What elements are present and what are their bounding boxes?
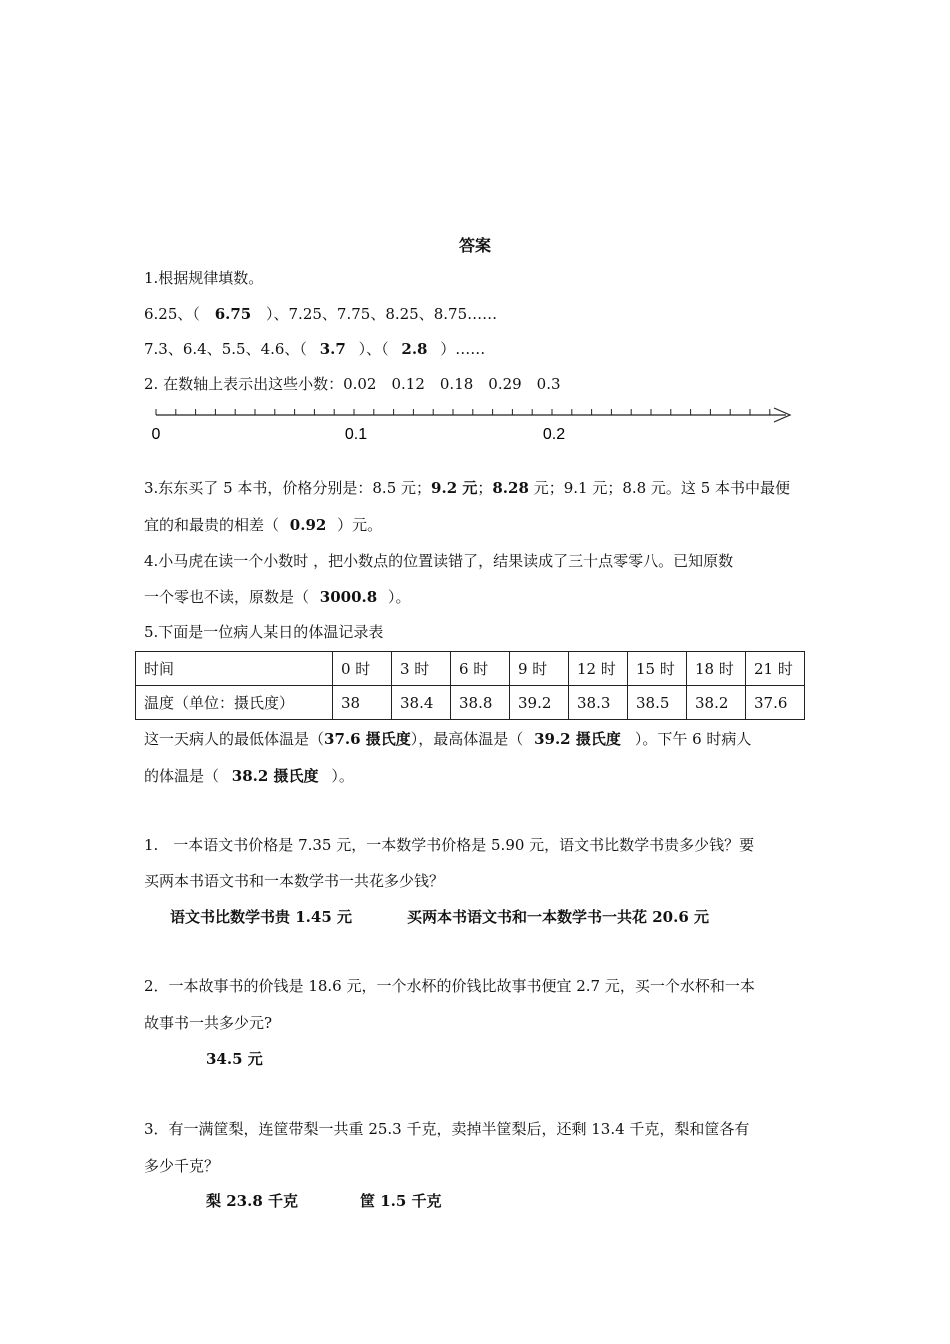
table-cell: 21 时 xyxy=(746,652,805,686)
q3-line2-a: 宜的和最贵的相差（ xyxy=(144,516,280,534)
table-cell: 38.5 xyxy=(628,686,687,720)
q3-answer-diff: 0.92 xyxy=(289,516,327,534)
number-line xyxy=(150,400,800,450)
problem-2-line1: 2．一本故事书的价钱是 18.6 元，一个水杯的价钱比故事书便宜 2.7 元，买一个水杯和一本 xyxy=(144,977,755,995)
q3-line2 xyxy=(144,514,382,535)
q1-row1 xyxy=(144,303,497,324)
q1-row2-e: ）…… xyxy=(440,340,486,358)
table-cell: 18 时 xyxy=(687,652,746,686)
problem-2-answer: 34.5 元 xyxy=(206,1050,263,1068)
q5-summary1 xyxy=(144,728,751,749)
problem-1-answer-a: 语文书比数学书贵 1.45 元 xyxy=(170,908,352,926)
q1-row2-a: 7.3、6.4、5.5、4.6、（ xyxy=(144,340,307,358)
table-cell: 温度（单位：摄氏度） xyxy=(136,686,333,720)
problem-3-answer-a: 梨 23.8 千克 xyxy=(206,1192,298,1210)
q5-summary1-a: 这一天病人的最低体温是（ xyxy=(144,730,325,748)
problem-3-answer-b: 筐 1.5 千克 xyxy=(360,1192,442,1210)
table-cell: 38 xyxy=(333,686,392,720)
q1-row2-answer-1: 3.7 xyxy=(319,340,346,358)
table-row-header xyxy=(136,652,805,686)
q4-answer: 3000.8 xyxy=(319,588,378,606)
table-cell: 3 时 xyxy=(392,652,451,686)
table-cell: 39.2 xyxy=(510,686,569,720)
number-line-ticks xyxy=(156,409,770,415)
q3-line1-e: 元；9.1 元；8.8 元。这 5 本书中最便 xyxy=(528,479,791,497)
problem-3-line2: 多少千克？ xyxy=(144,1157,220,1175)
q5-answer-max: 39.2 摄氏度 xyxy=(534,730,621,748)
q5-answer-6pm: 38.2 摄氏度 xyxy=(231,767,319,785)
q3-line1 xyxy=(144,477,790,498)
problem-2-line2: 故事书一共多少元? xyxy=(144,1014,273,1032)
table-cell: 38.8 xyxy=(451,686,510,720)
problem-1-answer-b: 买两本书语文书和一本数学书一共花 20.6 元 xyxy=(407,908,709,926)
table-cell: 38.4 xyxy=(392,686,451,720)
q5-heading: 5.下面是一位病人某日的体温记录表 xyxy=(144,623,384,641)
temperature-table xyxy=(135,651,805,720)
q4-line2-c: ）。 xyxy=(388,588,411,606)
q1-row1-a: 6.25、（ xyxy=(144,305,200,323)
problem-3-line1: 3．有一满筐梨，连筐带梨一共重 25.3 千克，卖掉半筐梨后，还剩 13.4 千克，梨和筐各有 xyxy=(144,1120,750,1138)
axis-label-0-1: 0.1 xyxy=(344,426,368,443)
q4-line2-a: 一个零也不读，原数是（ xyxy=(144,588,310,606)
page-title: 答案 xyxy=(458,236,491,255)
q1-row2-c: ）、（ xyxy=(358,340,389,358)
q4-line1: 4.小马虎在读一个小数时 ，把小数点的位置读错了，结果读成了三十点零零八。已知原数 xyxy=(144,552,734,570)
q3-answer-min: 8.28 xyxy=(492,479,529,497)
problem-1-line2: 买两本书语文书和一本数学书一共花多少钱？ xyxy=(144,872,445,890)
q1-row2-answer-2: 2.8 xyxy=(401,340,428,358)
table-cell: 时间 xyxy=(136,652,333,686)
q5-summary2-a: 的体温是（ xyxy=(144,767,220,785)
q5-summary1-e: ）。下午 6 时病人 xyxy=(634,730,752,748)
q5-summary2 xyxy=(144,765,354,786)
q3-line1-a: 3.东东买了 5 本书，价格分别是：8.5 元； xyxy=(144,479,432,497)
table-cell: 38.3 xyxy=(569,686,628,720)
q5-summary1-c: ），最高体温是（ xyxy=(410,730,524,748)
table-cell: 37.6 xyxy=(746,686,805,720)
table-row-values xyxy=(136,686,805,720)
table-cell: 12 时 xyxy=(569,652,628,686)
q3-answer-max: 9.2 元 xyxy=(431,479,478,497)
table-cell: 0 时 xyxy=(333,652,392,686)
q2-heading: 2. 在数轴上表示出这些小数：0.02 0.12 0.18 0.29 0.3 xyxy=(144,375,561,393)
axis-label-0: 0 xyxy=(151,426,161,443)
axis-label-0-2: 0.2 xyxy=(542,426,566,443)
q5-summary2-c: ）。 xyxy=(331,767,354,785)
q1-heading: 1.根据规律填数。 xyxy=(144,269,264,287)
problem-1-line1: 1. 一本语文书价格是 7.35 元，一本数学书价格是 5.90 元，语文书比数学书贵多少钱？要 xyxy=(144,836,755,854)
q1-row1-answer: 6.75 xyxy=(214,305,252,323)
table-cell: 38.2 xyxy=(687,686,746,720)
table-cell: 6 时 xyxy=(451,652,510,686)
table-cell: 15 时 xyxy=(628,652,687,686)
q1-row1-c: ）、7.25、7.75、8.25、8.75…… xyxy=(266,305,498,323)
table-cell: 9 时 xyxy=(510,652,569,686)
q4-line2 xyxy=(144,586,411,607)
q5-answer-min: 37.6 摄氏度 xyxy=(324,730,411,748)
q1-row2 xyxy=(144,338,485,359)
q3-line2-c: ）元。 xyxy=(337,516,383,534)
q3-line1-c: ； xyxy=(477,479,493,497)
